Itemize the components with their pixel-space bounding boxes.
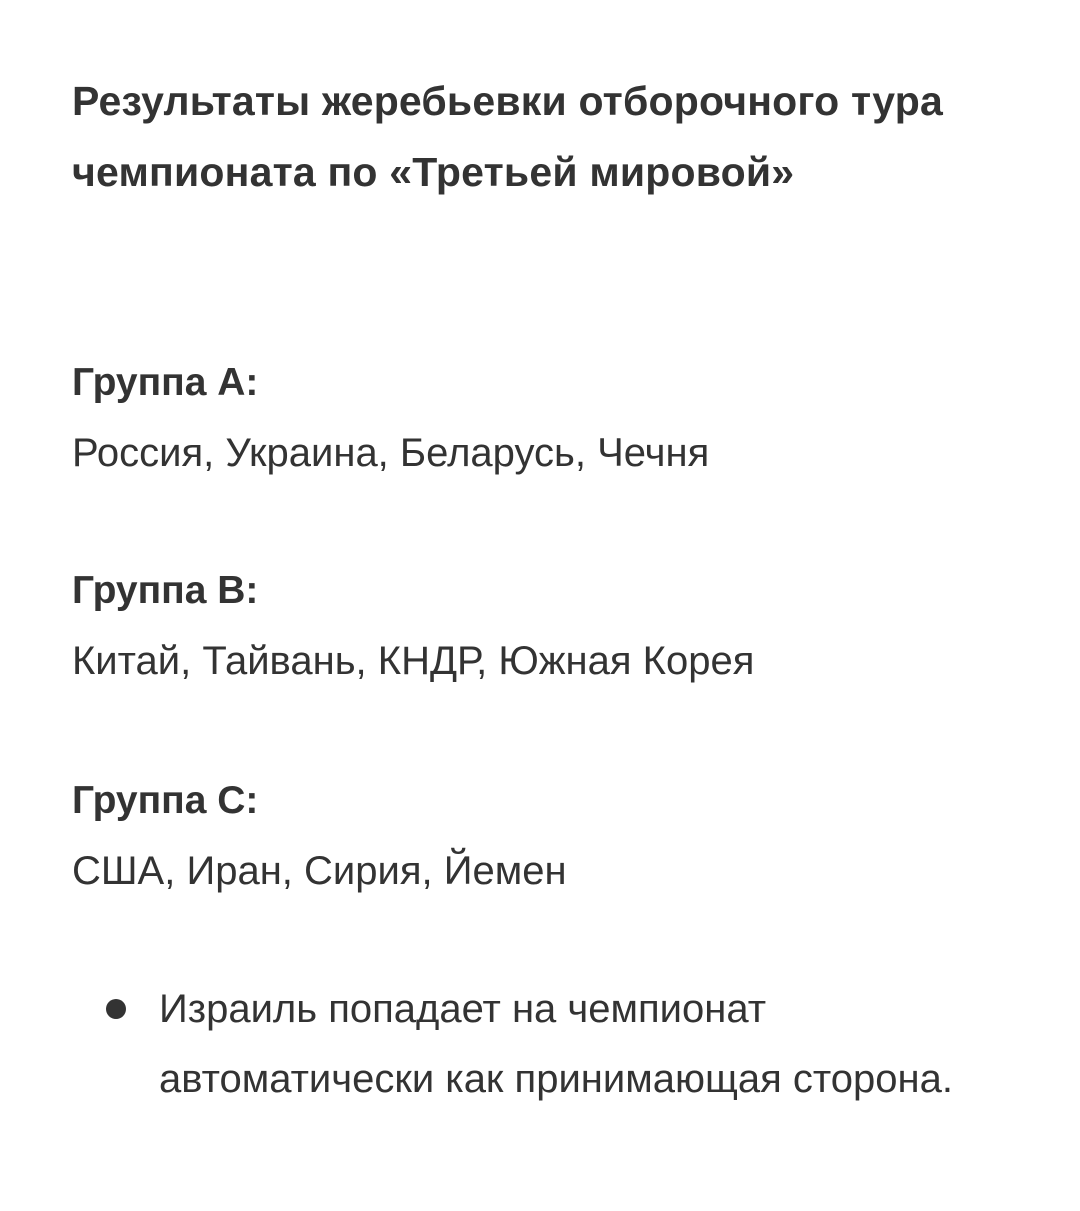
group-c-members: США, Иран, Сирия, Йемен <box>72 849 567 893</box>
group-c-heading: Группа С: <box>72 779 259 822</box>
note-list-item <box>72 974 972 1114</box>
group-c <box>72 766 567 906</box>
document-page <box>72 66 1012 1101</box>
bullet-dot-icon <box>106 999 126 1019</box>
note-text: Израиль попадает на чемпионат автоматически как принимающая сторона. <box>159 987 953 1101</box>
group-a-members: Россия, Украина, Беларусь, Чечня <box>72 431 710 475</box>
page-title: Результаты жеребьевки отборочного тура чемпионата по «Третьей мировой» <box>72 78 943 195</box>
group-b-heading: Группа В: <box>72 569 259 612</box>
group-b-members: Китай, Тайвань, КНДР, Южная Корея <box>72 639 755 683</box>
group-b <box>72 556 754 696</box>
group-a-heading: Группа А: <box>72 361 259 404</box>
group-a <box>72 348 709 488</box>
